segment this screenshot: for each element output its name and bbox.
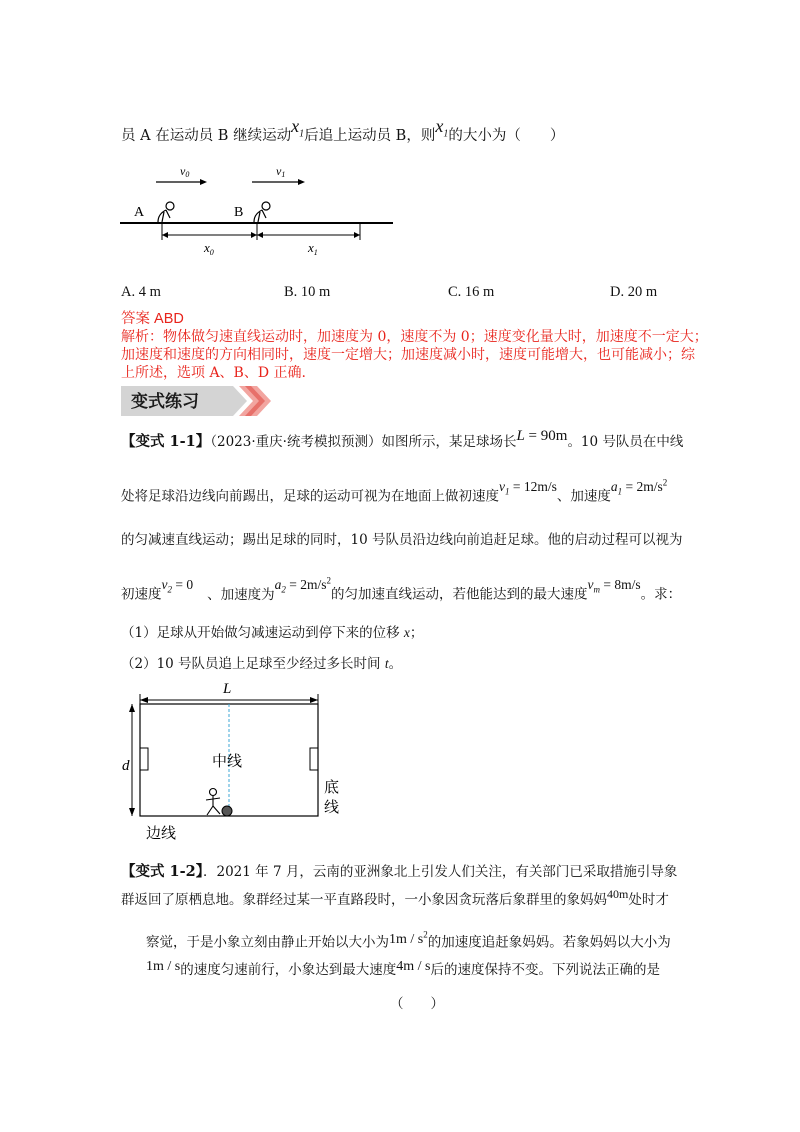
answer-line: 答案 ABD	[121, 311, 184, 327]
v12-line-1: 【变式 1-2】．2021 年 7 月，云南的亚洲象北上引发人们关注，有关部门已采取措施引导象	[121, 863, 678, 880]
v1-label: v1	[276, 164, 286, 179]
v11-tag: 【变式 1-1】	[121, 433, 211, 450]
sideline-label: 边线	[146, 824, 177, 842]
option-c[interactable]: C. 16 m	[448, 284, 495, 300]
x0-label: $x_0$	[204, 240, 214, 257]
v0-label: v0	[180, 164, 190, 179]
intro-text-3: 的大小为（ ）	[448, 128, 565, 144]
v11-line-4: 初速度$v_2 = 0$、加速度为$a_2 = 2m/s^2$的匀加速直线运动，若他能达到的最大速度$v_m = 8m/s$。求：	[121, 575, 682, 603]
var-x1-second: $x_1$	[435, 116, 449, 140]
runner-b-icon	[254, 202, 270, 222]
option-a[interactable]: A. 4 m	[121, 284, 161, 300]
section-banner	[121, 386, 271, 416]
option-d[interactable]: D. 20 m	[610, 284, 658, 300]
player-icon	[206, 789, 220, 816]
intro-text-1: 员 A 在运动员 B 继续运动	[121, 128, 292, 144]
v11-line-2: 处将足球沿边线向前踢出，足球的运动可视为在地面上做初速度$v_1 = 12m/s$、加速度$a_1 = 2m/s^2$	[121, 477, 668, 505]
explanation-line-3: 上所述，选项 A、B、D 正确.	[121, 365, 306, 381]
explanation-line-1: 解析：物体做匀速直线运动时，加速度为 0，速度不为 0；速度变化量大时，加速度不一定大；	[121, 329, 708, 345]
v11-line-3: 的匀减速直线运动；踢出足球的同时，10 号队员沿边线向前追赶足球。他的启动过程可以视为	[121, 532, 683, 548]
x1-label: $x_1$	[308, 240, 318, 257]
midline-label: 中线	[212, 752, 243, 770]
label-b: B	[234, 205, 244, 220]
v12-line-3: 察觉，于是小象立刻由静止开始以大小为$1m / s^2$的加速度追赶象妈妈。若象妈妈以大小为	[146, 929, 671, 951]
v12-line-2: 群返回了原栖息地。象群经过某一平直路段时，一小象因贪玩落后象群里的象妈妈40m处时才	[121, 887, 669, 908]
field-diagram	[118, 676, 358, 842]
v11-question-1: （1）足球从开始做匀减速运动到停下来的位移 x；	[121, 625, 424, 641]
ball-icon	[222, 806, 232, 816]
baseline-label-2: 线	[324, 798, 340, 816]
field-length-label: L	[223, 681, 232, 697]
explanation-line-2: 加速度和速度的方向相同时，速度一定增大；加速度减小时，速度可能增大，也可能减小；综	[121, 347, 695, 363]
v11-question-2: （2）10 号队员追上足球至少经过多长时间 t。	[121, 656, 403, 672]
option-b[interactable]: B. 10 m	[284, 284, 331, 300]
intro-text-2: 后追上运动员 B，则	[304, 128, 436, 144]
banner-title: 变式练习	[131, 392, 199, 412]
question-intro	[121, 116, 565, 153]
field-width-label: d	[122, 758, 130, 774]
v12-tag: 【变式 1-2】	[121, 863, 203, 880]
v12-answer-blank: （ ）	[390, 996, 444, 1012]
baseline-label-1: 底	[324, 778, 340, 796]
runner-diagram	[118, 160, 408, 260]
v11-line-1: 【变式 1-1】（2023·重庆·统考模拟预测）如图所示，某足球场长L = 90m。10 号队员在中线	[121, 428, 684, 450]
v12-line-4: 1m / s的速度匀速前行，小象达到最大速度4m / s后的速度保持不变。下列说法正确的是	[146, 959, 660, 978]
runner-a-icon	[158, 202, 174, 222]
label-a: A	[134, 205, 145, 220]
var-x1: $x_1$	[291, 116, 305, 140]
